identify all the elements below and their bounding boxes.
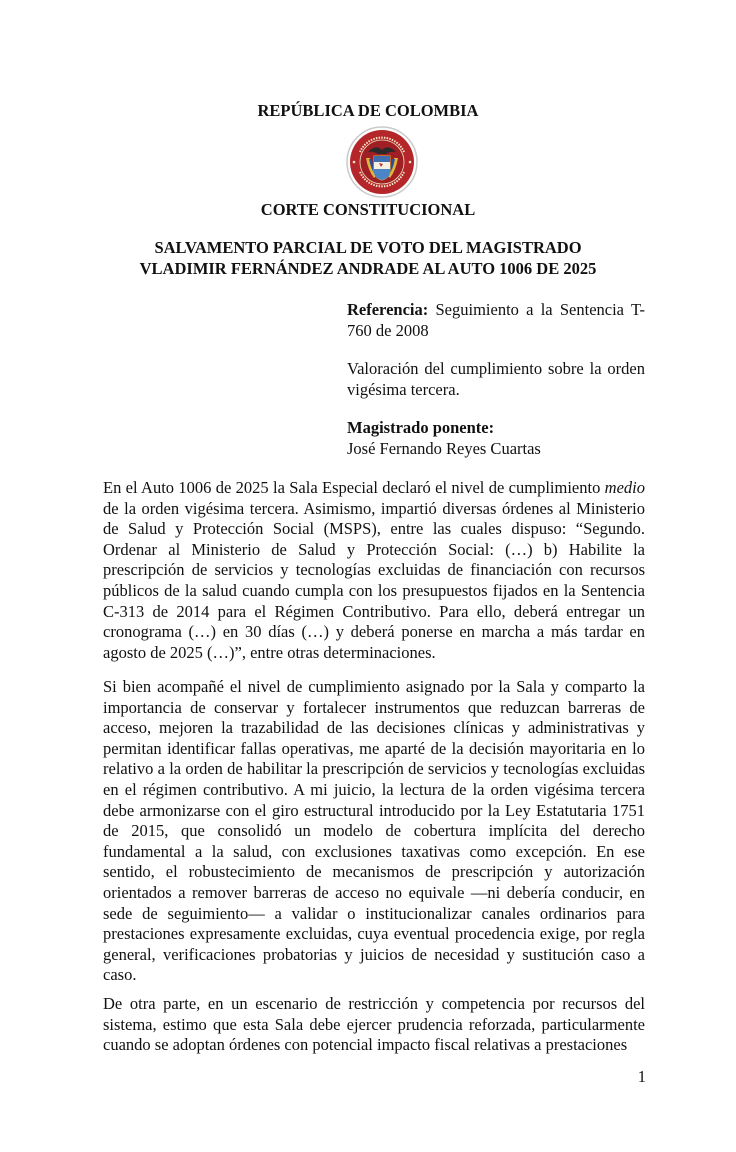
paragraph-3 (103, 994, 645, 1056)
valuation-text: Valoración del cumplimiento sobre la orden vigésima tercera. (347, 359, 645, 399)
paragraph-2-text: Si bien acompañé el nivel de cumplimiento asignado por la Sala y comparto la importancia de conservar y fortalecer instrumentos que reduzcan barreras de acceso, mejoren la trazabilidad de las decisiones clínicas y administrativas y permitan identificar fallas operativas, me aparté de la decisión mayoritaria en lo relativo a la orden de habilitar la prescripción de servicios y tecnologías excluidas en el régimen contributivo. A mi juicio, la lectura de la orden vigésima tercera debe armonizarse con el giro estructural introducido por la Ley Estatutaria 1751 de 2015, que consolidó un modelo de cobertura implícita del derecho fundamental a la salud, con exclusiones taxativas como excepción. En ese sentido, el robustecimiento de mecanismos de prescripción y autorización orientados a remover barreras de acceso no equivale —ni debería conducir, en sede de seguimiento— a validar o institucionalizar canales ordinarios para prestaciones expresamente excluidas, cuya eventual procedencia exige, por regla general, verificaciones probatorias y juicios de necesidad y sustitución caso a caso. (103, 677, 645, 985)
reference-text: Seguimiento a la Sentencia T-760 de 2008 (347, 300, 646, 340)
court-seal-icon (346, 126, 418, 198)
rapporteur-name: José Fernando Reyes Cuartas (347, 438, 541, 458)
paragraph-2 (103, 677, 645, 986)
paragraph-3-text: De otra parte, en un escenario de restricción y competencia por recursos del sistema, estimo que esta Sala debe ejercer prudencia reforzada, particularmente cuando se adoptan órdenes con potencial impacto fiscal relativas a prestaciones (103, 994, 645, 1055)
paragraph-1-start: En el Auto 1006 de 2025 la Sala Especial declaró el nivel de cumplimiento (103, 478, 605, 497)
paragraph-1-rest: de la orden vigésima tercera. Asimismo, impartió diversas órdenes al Ministerio de Salud y Protección Social (MSPS), entre las cuales dispuso: “Segundo. Ordenar al Ministerio de Salud y Protección Social: (…) b) Habilite la prescripción de servicios y tecnologías excluidas de financiación con recursos públicos de la salud cuando cumpla con los presupuestos fijados en la Sentencia C-313 de 2014 para el Régimen Contributivo. Para ello, deberá entregar un cronograma (…) en 30 días (…) y deberá ponerse en marcha a más tardar en agosto de 2025 (…)”, entre otras determinaciones. (103, 498, 645, 662)
reference-block (347, 300, 645, 341)
page-number: 1 (637, 1067, 646, 1086)
document-title-line-1: SALVAMENTO PARCIAL DE VOTO DEL MAGISTRADO (154, 238, 582, 257)
document-title-line-2: VLADIMIR FERNÁNDEZ ANDRADE AL AUTO 1006 DE 2025 (139, 259, 597, 278)
rapporteur-label: Magistrado ponente: (347, 418, 495, 437)
paragraph-1-italic: medio (604, 478, 645, 497)
rapporteur-block (347, 418, 645, 459)
paragraph-1 (103, 478, 645, 663)
court-heading: CORTE CONSTITUCIONAL (260, 200, 476, 219)
country-heading: REPÚBLICA DE COLOMBIA (257, 101, 479, 120)
reference-label: Referencia: (347, 300, 429, 319)
